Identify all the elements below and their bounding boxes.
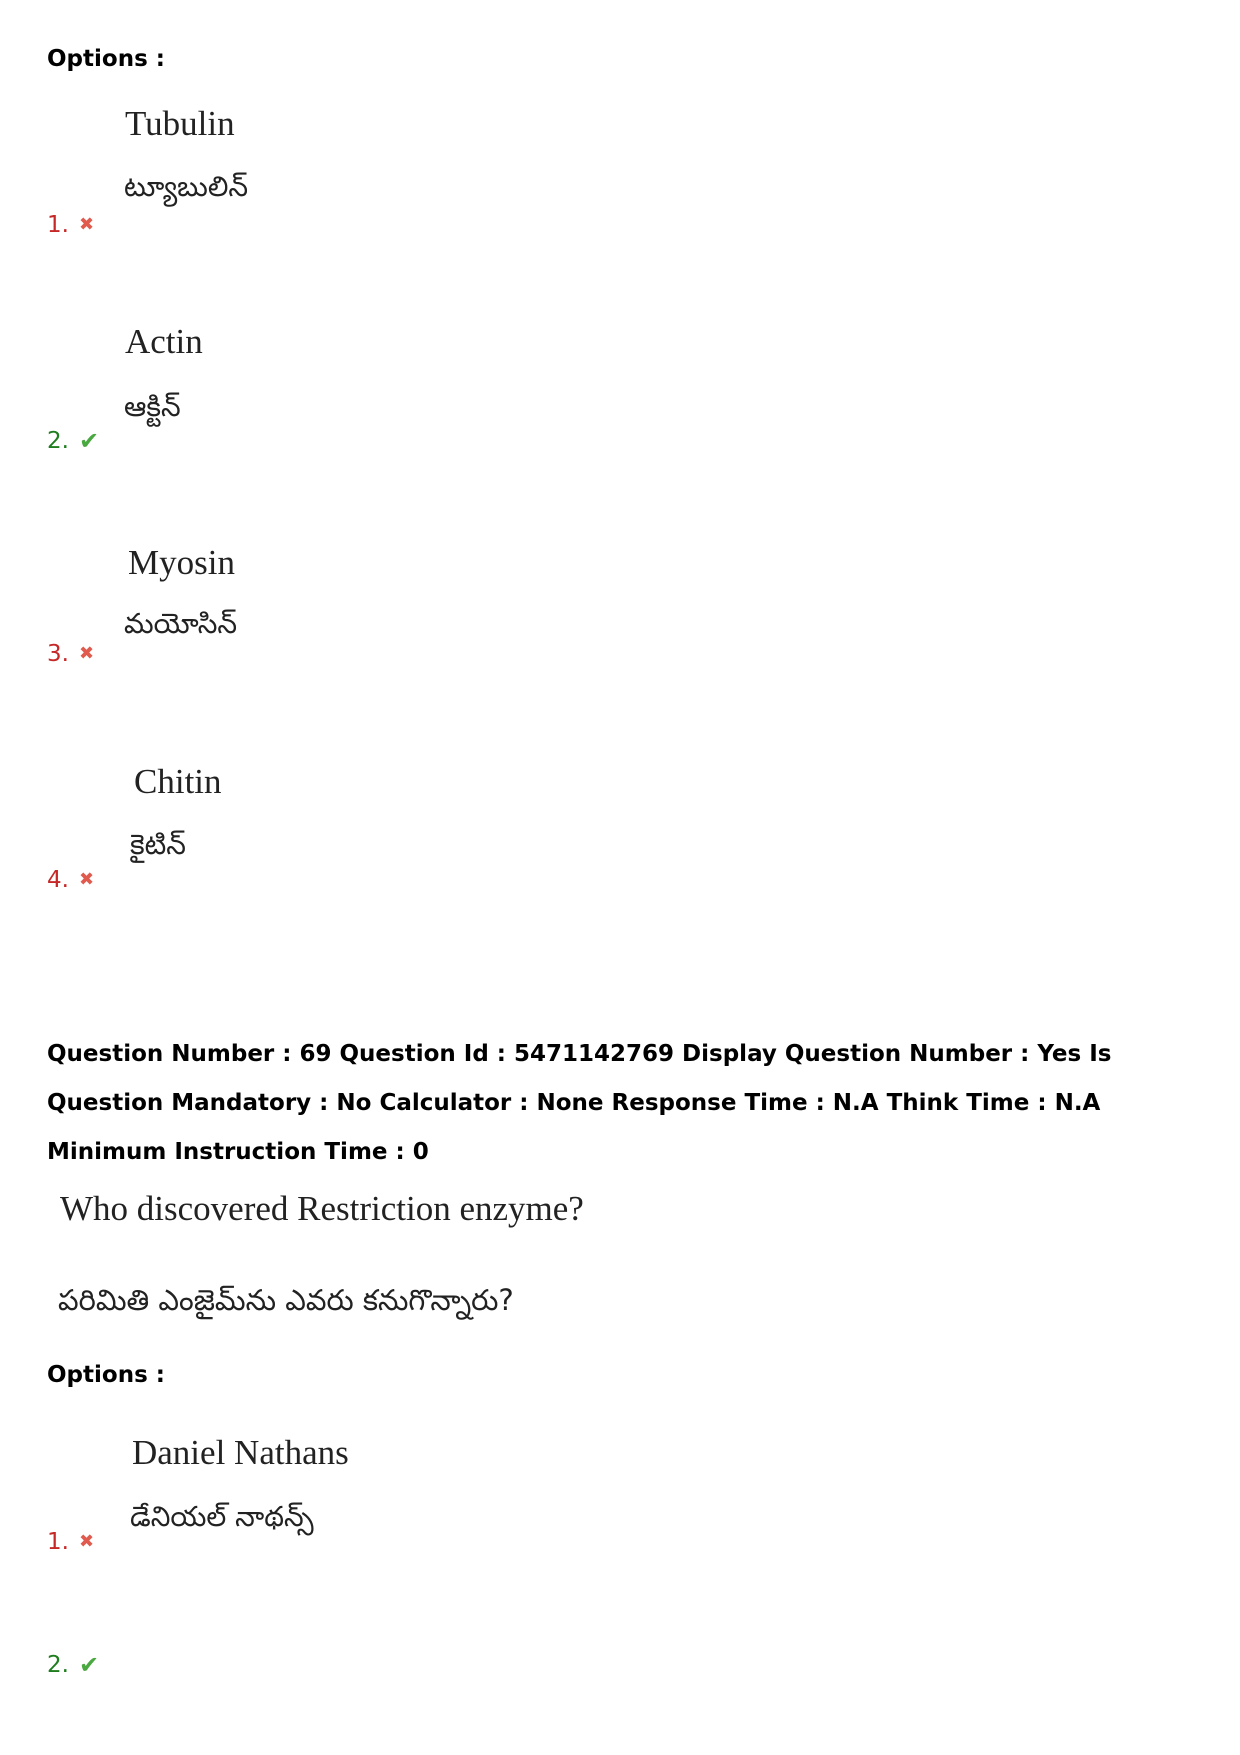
option-number — [47, 867, 94, 893]
option-number-label: 3. — [47, 641, 69, 667]
question-text-en: Who discovered Restriction enzyme? — [60, 1189, 584, 1228]
option-text-en: Daniel Nathans — [132, 1433, 349, 1472]
option-number — [47, 1652, 99, 1678]
question-text-te: పరిమితి ఎంజైమ్‌ను ఎవరు కనుగొన్నారు? — [58, 1283, 514, 1317]
options-label: Options : — [47, 1362, 165, 1388]
option-text-te: ఆక్టిన్ — [124, 390, 181, 423]
option-number — [47, 428, 99, 454]
option-number-label: 2. — [47, 1652, 69, 1678]
options-label: Options : — [47, 46, 165, 72]
option-text-en: Actin — [125, 322, 203, 361]
option-number — [47, 212, 94, 238]
option-text-te: కైటిన్ — [130, 828, 186, 861]
option-text-te: డేనియల్ నాథన్స్ — [130, 1500, 314, 1533]
option-text-te: ట్యూబులిన్ — [124, 170, 249, 203]
option-text-en: Myosin — [128, 543, 235, 582]
option-text-te: మయోసిన్ — [124, 607, 238, 640]
option-text-en: Tubulin — [125, 104, 235, 143]
cross-icon: ✖ — [78, 1531, 95, 1552]
cross-icon: ✖ — [78, 214, 95, 235]
option-number-label: 1. — [47, 1529, 69, 1555]
option-number-label: 4. — [47, 867, 69, 893]
cross-icon: ✖ — [78, 643, 95, 664]
option-number — [47, 641, 94, 667]
question-meta: Question Number : 69 Question Id : 5471142769 Display Question Number : Yes Is Question Mandatory : No Calculator : None Response Time : N.A Think Time : N.A Minimum Instruction Time : 0 — [47, 1041, 1112, 1165]
check-icon: ✔ — [78, 1651, 100, 1679]
option-number-label: 2. — [47, 428, 69, 454]
option-number-label: 1. — [47, 212, 69, 238]
option-number — [47, 1529, 94, 1555]
cross-icon: ✖ — [78, 869, 95, 890]
option-text-en: Chitin — [134, 762, 222, 801]
check-icon: ✔ — [78, 427, 100, 455]
